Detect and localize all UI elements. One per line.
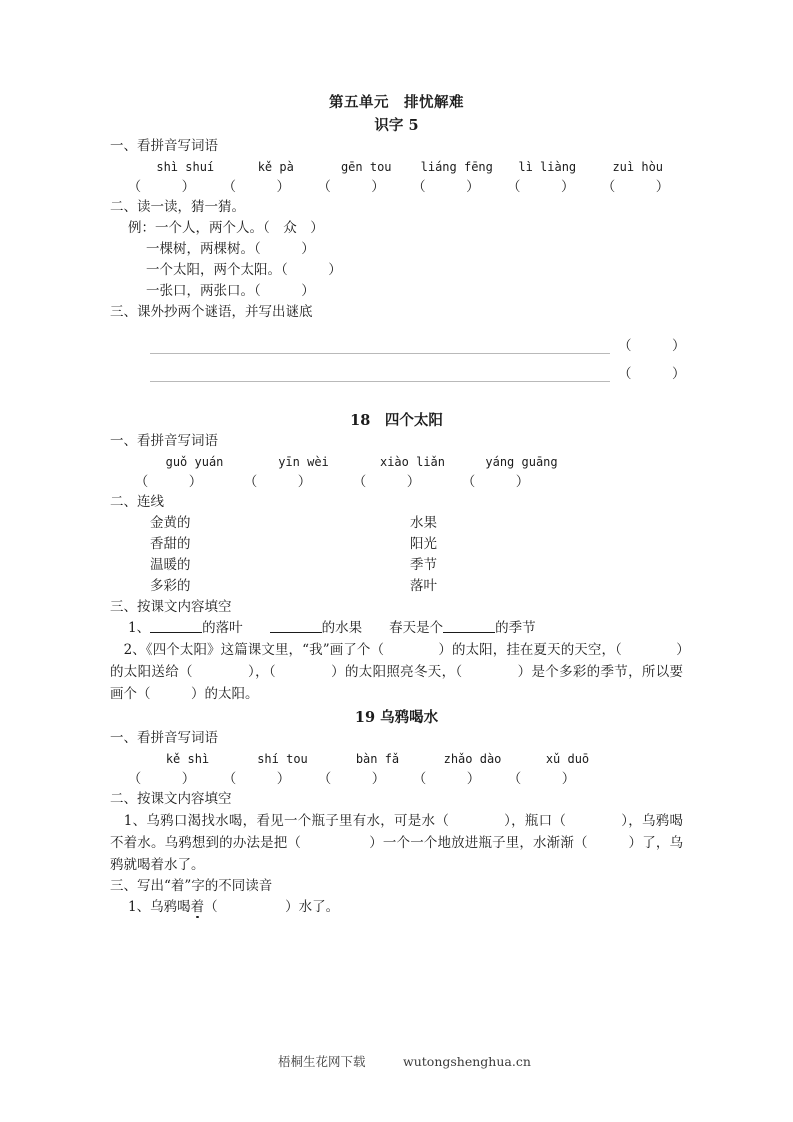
match-right-item[interactable]: 阳光	[410, 536, 437, 552]
match-row[interactable]	[110, 576, 683, 597]
match-right-item[interactable]: 水果	[410, 515, 437, 531]
answer-bracket[interactable]: （ ）	[618, 366, 686, 382]
match-left-item[interactable]: 多彩的	[150, 578, 191, 594]
answer-bracket[interactable]: （ ）	[412, 771, 481, 787]
lesson2-q3-item1	[110, 618, 683, 639]
lesson2-q3-item2[interactable]: 2、《四个太阳》这篇课文里，“我”画了个（ ）的太阳，挂在夏天的天空，（ ）的太阳送给（ ），（ ）的太阳照亮冬天，（ ）是个多彩的季节，所以要画个（ ）的太阳。	[110, 642, 683, 702]
pinyin-cell: shì shuí	[156, 160, 215, 174]
unit-title: 第五单元 排忧解难	[329, 94, 464, 111]
answer-bracket[interactable]: （ ）	[618, 338, 686, 354]
lesson3-q3-item1	[110, 897, 683, 918]
lesson1-q1-pinyin-row	[110, 157, 683, 177]
answer-bracket[interactable]: （ ）	[317, 771, 386, 787]
item-text: 的水果	[321, 620, 363, 636]
answer-bracket[interactable]: （ ）	[317, 179, 385, 195]
lesson1-q3-answer-line[interactable]	[110, 332, 686, 354]
answer-bracket[interactable]: （ ）	[601, 179, 670, 195]
answer-bracket[interactable]: （ ）	[222, 179, 290, 195]
pinyin-cell: xǔ duō	[545, 752, 590, 766]
lesson3-q2-item1[interactable]: 1、乌鸦口渴找水喝，看见一个瓶子里有水，可是水（ ），瓶口（ ），乌鸦喝不着水。乌鸦想到的办法是把（ ）一个一个地放进瓶子里，水渐渐（ ）了，乌鸦就喝着水了。	[110, 813, 683, 873]
lesson-title-19: 19 乌鸦喝水	[354, 709, 439, 726]
lesson1-q2-item[interactable]: 一张口，两张口。（ ）	[146, 283, 315, 299]
lesson2-q1-label: 一、看拼音写词语	[110, 433, 218, 449]
answer-bracket[interactable]: （ ）	[506, 179, 575, 195]
match-row[interactable]	[110, 534, 683, 555]
lesson1-q3-answer-line[interactable]	[110, 360, 686, 382]
match-left-item[interactable]: 香甜的	[150, 536, 191, 552]
answer-bracket[interactable]: （ ）	[352, 474, 421, 490]
pinyin-cell: zuì hòu	[612, 160, 664, 174]
lesson-title-18: 18 四个太阳	[350, 412, 443, 429]
lesson2-q3-label: 三、按课文内容填空	[110, 599, 232, 615]
match-right-item[interactable]: 季节	[410, 557, 437, 573]
pinyin-cell: gēn tou	[340, 160, 392, 174]
lesson3-q1-pinyin-row	[110, 749, 683, 769]
match-left-item[interactable]: 金黄的	[150, 515, 191, 531]
answer-bracket[interactable]: （ ）	[412, 179, 480, 195]
answer-bracket[interactable]: （ ）	[222, 771, 291, 787]
item-text: 的落叶	[202, 620, 243, 636]
pinyin-cell: liáng fēng	[420, 160, 493, 174]
item-text: 春天是个	[389, 620, 444, 636]
lesson1-q1-answer-row	[110, 177, 683, 197]
lesson3-q1-label: 一、看拼音写词语	[110, 730, 218, 746]
answer-bracket[interactable]: （ ）	[461, 474, 530, 490]
lesson-title-shizi5: 识字 5	[374, 117, 419, 134]
lesson2-q2-label: 二、连线	[110, 494, 164, 510]
answer-bracket[interactable]: （ ）	[243, 474, 312, 490]
emphasized-char: 着	[190, 899, 205, 915]
lesson1-q2-label: 二、读一读，猜一猜。	[110, 199, 245, 215]
pinyin-cell: yīn wèi	[278, 455, 329, 469]
pinyin-cell: bàn fǎ	[355, 752, 400, 766]
fill-blank[interactable]	[270, 619, 322, 633]
lesson1-q2-item[interactable]: 一个太阳，两个太阳。（ ）	[146, 262, 342, 278]
pinyin-cell: shí tou	[257, 752, 308, 766]
pinyin-cell: xiào liǎn	[379, 455, 446, 469]
match-row[interactable]	[110, 513, 683, 534]
answer-bracket[interactable]: （ ）	[127, 771, 196, 787]
lesson3-q1-answer-row	[110, 769, 683, 789]
item-number: 1、	[128, 620, 151, 636]
pinyin-cell: lì liàng	[518, 160, 577, 174]
lesson2-q1-answer-row	[110, 472, 683, 492]
match-right-item[interactable]: 落叶	[410, 578, 437, 594]
lesson3-q3-label: 三、写出“着”字的不同读音	[110, 878, 273, 894]
pinyin-cell: kě pà	[257, 160, 294, 174]
footer-site: wutongshenghua.cn	[403, 1054, 531, 1069]
lesson1-q3-label: 三、课外抄两个谜语，并写出谜底	[110, 304, 313, 320]
pinyin-cell: yáng guāng	[485, 455, 558, 469]
match-left-item[interactable]: 温暖的	[150, 557, 191, 573]
page-footer	[0, 1037, 793, 1085]
answer-bracket[interactable]: （ ）水了。	[204, 899, 340, 915]
lesson1-q2-example: 例：一个人，两个人。（ 众 ）	[128, 220, 324, 236]
lesson3-q2-label: 二、按课文内容填空	[110, 791, 232, 807]
pinyin-cell: kě shì	[165, 752, 210, 766]
item-text: 1、乌鸦喝	[128, 899, 191, 915]
fill-blank[interactable]	[150, 619, 202, 633]
lesson2-q1-pinyin-row	[110, 452, 683, 472]
pinyin-cell: zhǎo dào	[443, 752, 502, 766]
item-text: 的季节	[495, 620, 536, 636]
answer-bracket[interactable]: （ ）	[507, 771, 576, 787]
pinyin-cell: guǒ yuán	[165, 455, 224, 469]
lesson1-q1-label: 一、看拼音写词语	[110, 138, 218, 154]
footer-source: 梧桐生花网下载	[278, 1054, 366, 1069]
answer-bracket[interactable]: （ ）	[127, 179, 196, 195]
write-in-rule[interactable]	[150, 338, 610, 354]
fill-blank[interactable]	[443, 619, 495, 633]
answer-bracket[interactable]: （ ）	[134, 474, 203, 490]
lesson1-q2-item[interactable]: 一棵树，两棵树。（ ）	[146, 241, 315, 257]
match-row[interactable]	[110, 555, 683, 576]
write-in-rule[interactable]	[150, 366, 610, 382]
